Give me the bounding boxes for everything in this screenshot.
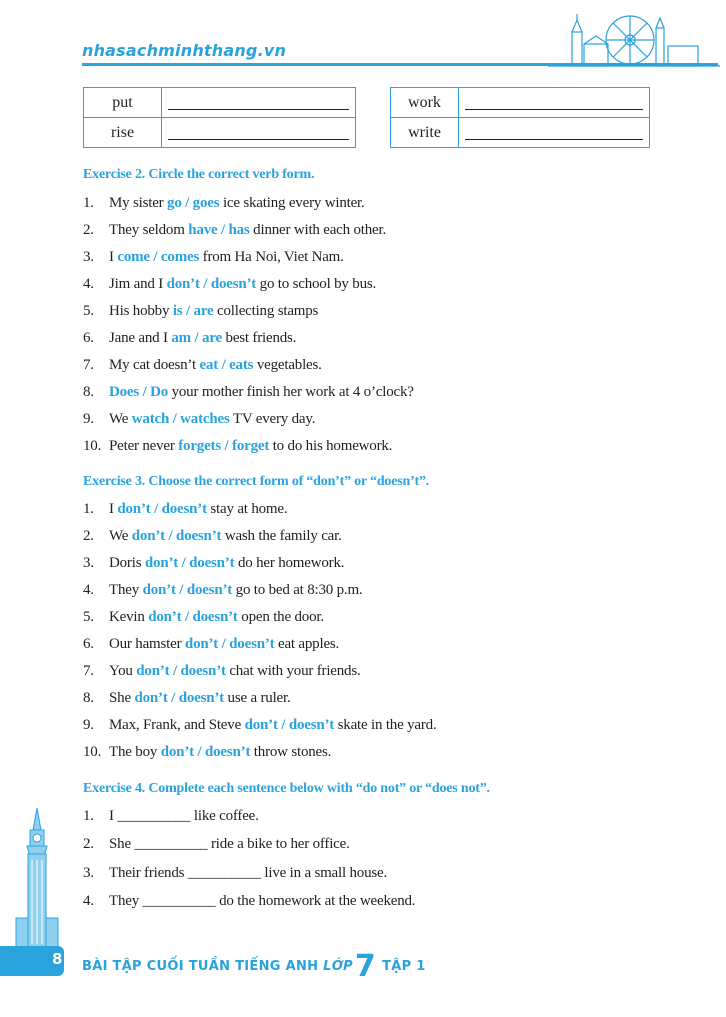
exercise-item xyxy=(83,662,361,680)
big-ben-icon xyxy=(12,808,62,948)
choice-options[interactable]: Does / Do xyxy=(109,384,169,400)
verb-cell: rise xyxy=(84,118,162,148)
item-text-before: She xyxy=(109,690,135,706)
exercise-item xyxy=(83,194,365,212)
item-text-before: I xyxy=(109,501,118,517)
answer-blank[interactable] xyxy=(162,118,356,148)
item-number: 7. xyxy=(83,663,94,679)
choice-options[interactable]: don’t / doesn’t xyxy=(117,501,207,517)
item-text-before: You xyxy=(109,663,137,679)
choice-options[interactable]: don’t / doesn’t xyxy=(166,276,257,292)
choice-options[interactable]: come / comes xyxy=(117,249,200,265)
answer-blank[interactable] xyxy=(459,118,650,148)
item-text: I __________ like coffee. xyxy=(109,808,259,824)
item-text-before: We xyxy=(109,411,132,427)
choice-options[interactable]: have / has xyxy=(188,222,250,238)
item-number: 6. xyxy=(83,330,94,346)
item-text-before: Doris xyxy=(109,555,145,571)
item-text-before: They xyxy=(109,582,143,598)
item-number: 2. xyxy=(83,222,94,238)
item-number: 5. xyxy=(83,303,94,319)
exercise-item xyxy=(83,302,318,320)
item-text-after: open the door. xyxy=(237,609,324,625)
item-text-after: skate in the yard. xyxy=(334,717,437,733)
item-text-before: Our hamster xyxy=(109,636,185,652)
verb-table-left xyxy=(83,87,356,148)
item-number: 1. xyxy=(83,808,94,824)
exercise-item[interactable] xyxy=(83,807,259,825)
answer-blank[interactable] xyxy=(162,88,356,118)
item-number: 10. xyxy=(83,744,102,760)
exercise-3-title: Exercise 3. Choose the correct form of “don’t” or “doesn’t”. xyxy=(83,474,430,489)
verb-cell: put xyxy=(84,88,162,118)
item-text-before: Jim and I xyxy=(109,276,167,292)
choice-options[interactable]: don’t / doesn’t xyxy=(142,582,233,598)
choice-options[interactable]: don’t / doesn’t xyxy=(136,663,226,679)
item-number: 8. xyxy=(83,690,94,706)
exercise-item xyxy=(83,356,322,374)
exercise-item xyxy=(83,527,342,545)
exercise-item xyxy=(83,221,386,239)
item-number: 2. xyxy=(83,836,94,853)
item-text-after: to do his homework. xyxy=(269,438,393,454)
item-text-after: eat apples. xyxy=(274,636,340,652)
item-text-after: TV every day. xyxy=(229,411,316,427)
item-text-before: The boy xyxy=(109,744,161,760)
footer-book-title xyxy=(82,949,426,984)
verb-cell: work xyxy=(391,88,459,118)
item-number: 7. xyxy=(83,357,94,373)
verb-cell: write xyxy=(391,118,459,148)
exercise-item xyxy=(83,608,324,626)
item-number: 4. xyxy=(83,276,94,292)
brand-website: nhasachminhthang.vn xyxy=(82,41,287,60)
choice-options[interactable]: go / goes xyxy=(167,195,220,211)
item-text: Their friends __________ live in a small house. xyxy=(109,864,388,881)
choice-options[interactable]: don’t / doesn’t xyxy=(144,555,235,571)
table-row xyxy=(84,118,356,148)
book-title: BÀI TẬP CUỐI TUẦN TIẾNG ANH xyxy=(82,959,319,974)
choice-options[interactable]: don’t / doesn’t xyxy=(160,744,251,760)
exercise-item xyxy=(83,554,344,572)
item-text-before: We xyxy=(109,528,132,544)
exercise-2-title: Exercise 2. Circle the correct verb form. xyxy=(83,167,315,182)
exercise-item xyxy=(83,410,315,428)
choice-options[interactable]: don’t / doesn’t xyxy=(184,636,275,652)
item-text: She __________ ride a bike to her office. xyxy=(109,836,350,853)
exercise-item xyxy=(83,743,331,761)
london-skyline-icon xyxy=(548,10,720,68)
item-text-after: ice skating every winter. xyxy=(219,195,365,211)
item-text-after: go to bed at 8:30 p.m. xyxy=(232,582,363,598)
item-number: 6. xyxy=(83,636,94,652)
item-number: 9. xyxy=(83,717,94,733)
item-text-before: Jane and I xyxy=(109,330,172,346)
choice-options[interactable]: don’t / doesn’t xyxy=(131,528,222,544)
verb-table-right xyxy=(390,87,650,148)
item-text-after: your mother finish her work at 4 o’clock? xyxy=(168,384,414,400)
choice-options[interactable]: eat / eats xyxy=(199,357,254,373)
item-number: 4. xyxy=(83,892,94,909)
item-number: 1. xyxy=(83,195,94,211)
exercise-item xyxy=(83,329,296,347)
exercise-4-title: Exercise 4. Complete each sentence below with “do not” or “does not”. xyxy=(83,781,490,796)
item-number: 3. xyxy=(83,864,94,881)
table-row xyxy=(391,88,650,118)
choice-options[interactable]: is / are xyxy=(172,303,214,319)
exercise-item xyxy=(83,689,291,707)
choice-options[interactable]: watch / watches xyxy=(131,411,230,427)
exercise-item xyxy=(83,275,376,293)
item-text-before: I xyxy=(109,249,118,265)
exercise-item xyxy=(83,581,362,599)
item-text-after: throw stones. xyxy=(250,744,332,760)
volume-label: TẬP 1 xyxy=(382,959,426,974)
item-text-after: from Ha Noi, Viet Nam. xyxy=(199,249,344,265)
item-text-after: use a ruler. xyxy=(223,690,291,706)
grade-number: 7 xyxy=(354,949,377,984)
exercise-item[interactable] xyxy=(83,892,415,910)
exercise-item xyxy=(83,716,437,734)
exercise-item xyxy=(83,383,414,401)
item-number: 9. xyxy=(83,411,94,427)
item-text-after: dinner with each other. xyxy=(249,222,387,238)
item-text-before: Peter never xyxy=(109,438,179,454)
lop-label: LỚP xyxy=(323,959,353,974)
item-number: 1. xyxy=(83,501,94,517)
item-text-after: vegetables. xyxy=(253,357,322,373)
answer-blank[interactable] xyxy=(459,88,650,118)
item-number: 8. xyxy=(83,384,94,400)
item-text-after: best friends. xyxy=(221,330,297,346)
choice-options[interactable]: don’t / doesn’t xyxy=(148,609,238,625)
item-number: 3. xyxy=(83,249,94,265)
exercise-item[interactable] xyxy=(83,835,350,853)
exercise-item xyxy=(83,500,287,518)
item-number: 3. xyxy=(83,555,94,571)
item-number: 5. xyxy=(83,609,94,625)
exercise-item[interactable] xyxy=(83,864,387,882)
table-row xyxy=(84,88,356,118)
item-text-after: do her homework. xyxy=(234,555,345,571)
item-text-after: wash the family car. xyxy=(221,528,342,544)
item-text: They __________ do the homework at the weekend. xyxy=(109,892,416,909)
table-row xyxy=(391,118,650,148)
item-text-before: Max, Frank, and Steve xyxy=(109,717,245,733)
item-text-after: chat with your friends. xyxy=(225,663,361,679)
exercise-item xyxy=(83,437,392,455)
exercise-item xyxy=(83,635,339,653)
item-text-before: My sister xyxy=(109,195,168,211)
item-number: 4. xyxy=(83,582,94,598)
choice-options[interactable]: am / are xyxy=(171,330,222,346)
choice-options[interactable]: forgets / forget xyxy=(178,438,270,454)
item-number: 2. xyxy=(83,528,94,544)
item-number: 10. xyxy=(83,438,102,454)
item-text-after: collecting stamps xyxy=(213,303,319,319)
item-text-before: His hobby xyxy=(109,303,173,319)
item-text-before: They seldom xyxy=(109,222,189,238)
item-text-before: Kevin xyxy=(109,609,149,625)
choice-options[interactable]: don’t / doesn’t xyxy=(244,717,335,733)
exercise-item xyxy=(83,248,344,266)
item-text-after: go to school by bus. xyxy=(256,276,377,292)
item-text-after: stay at home. xyxy=(206,501,288,517)
item-text-before: My cat doesn’t xyxy=(109,357,200,373)
choice-options[interactable]: don’t / doesn’t xyxy=(134,690,224,706)
page-number: 8 xyxy=(52,950,63,968)
